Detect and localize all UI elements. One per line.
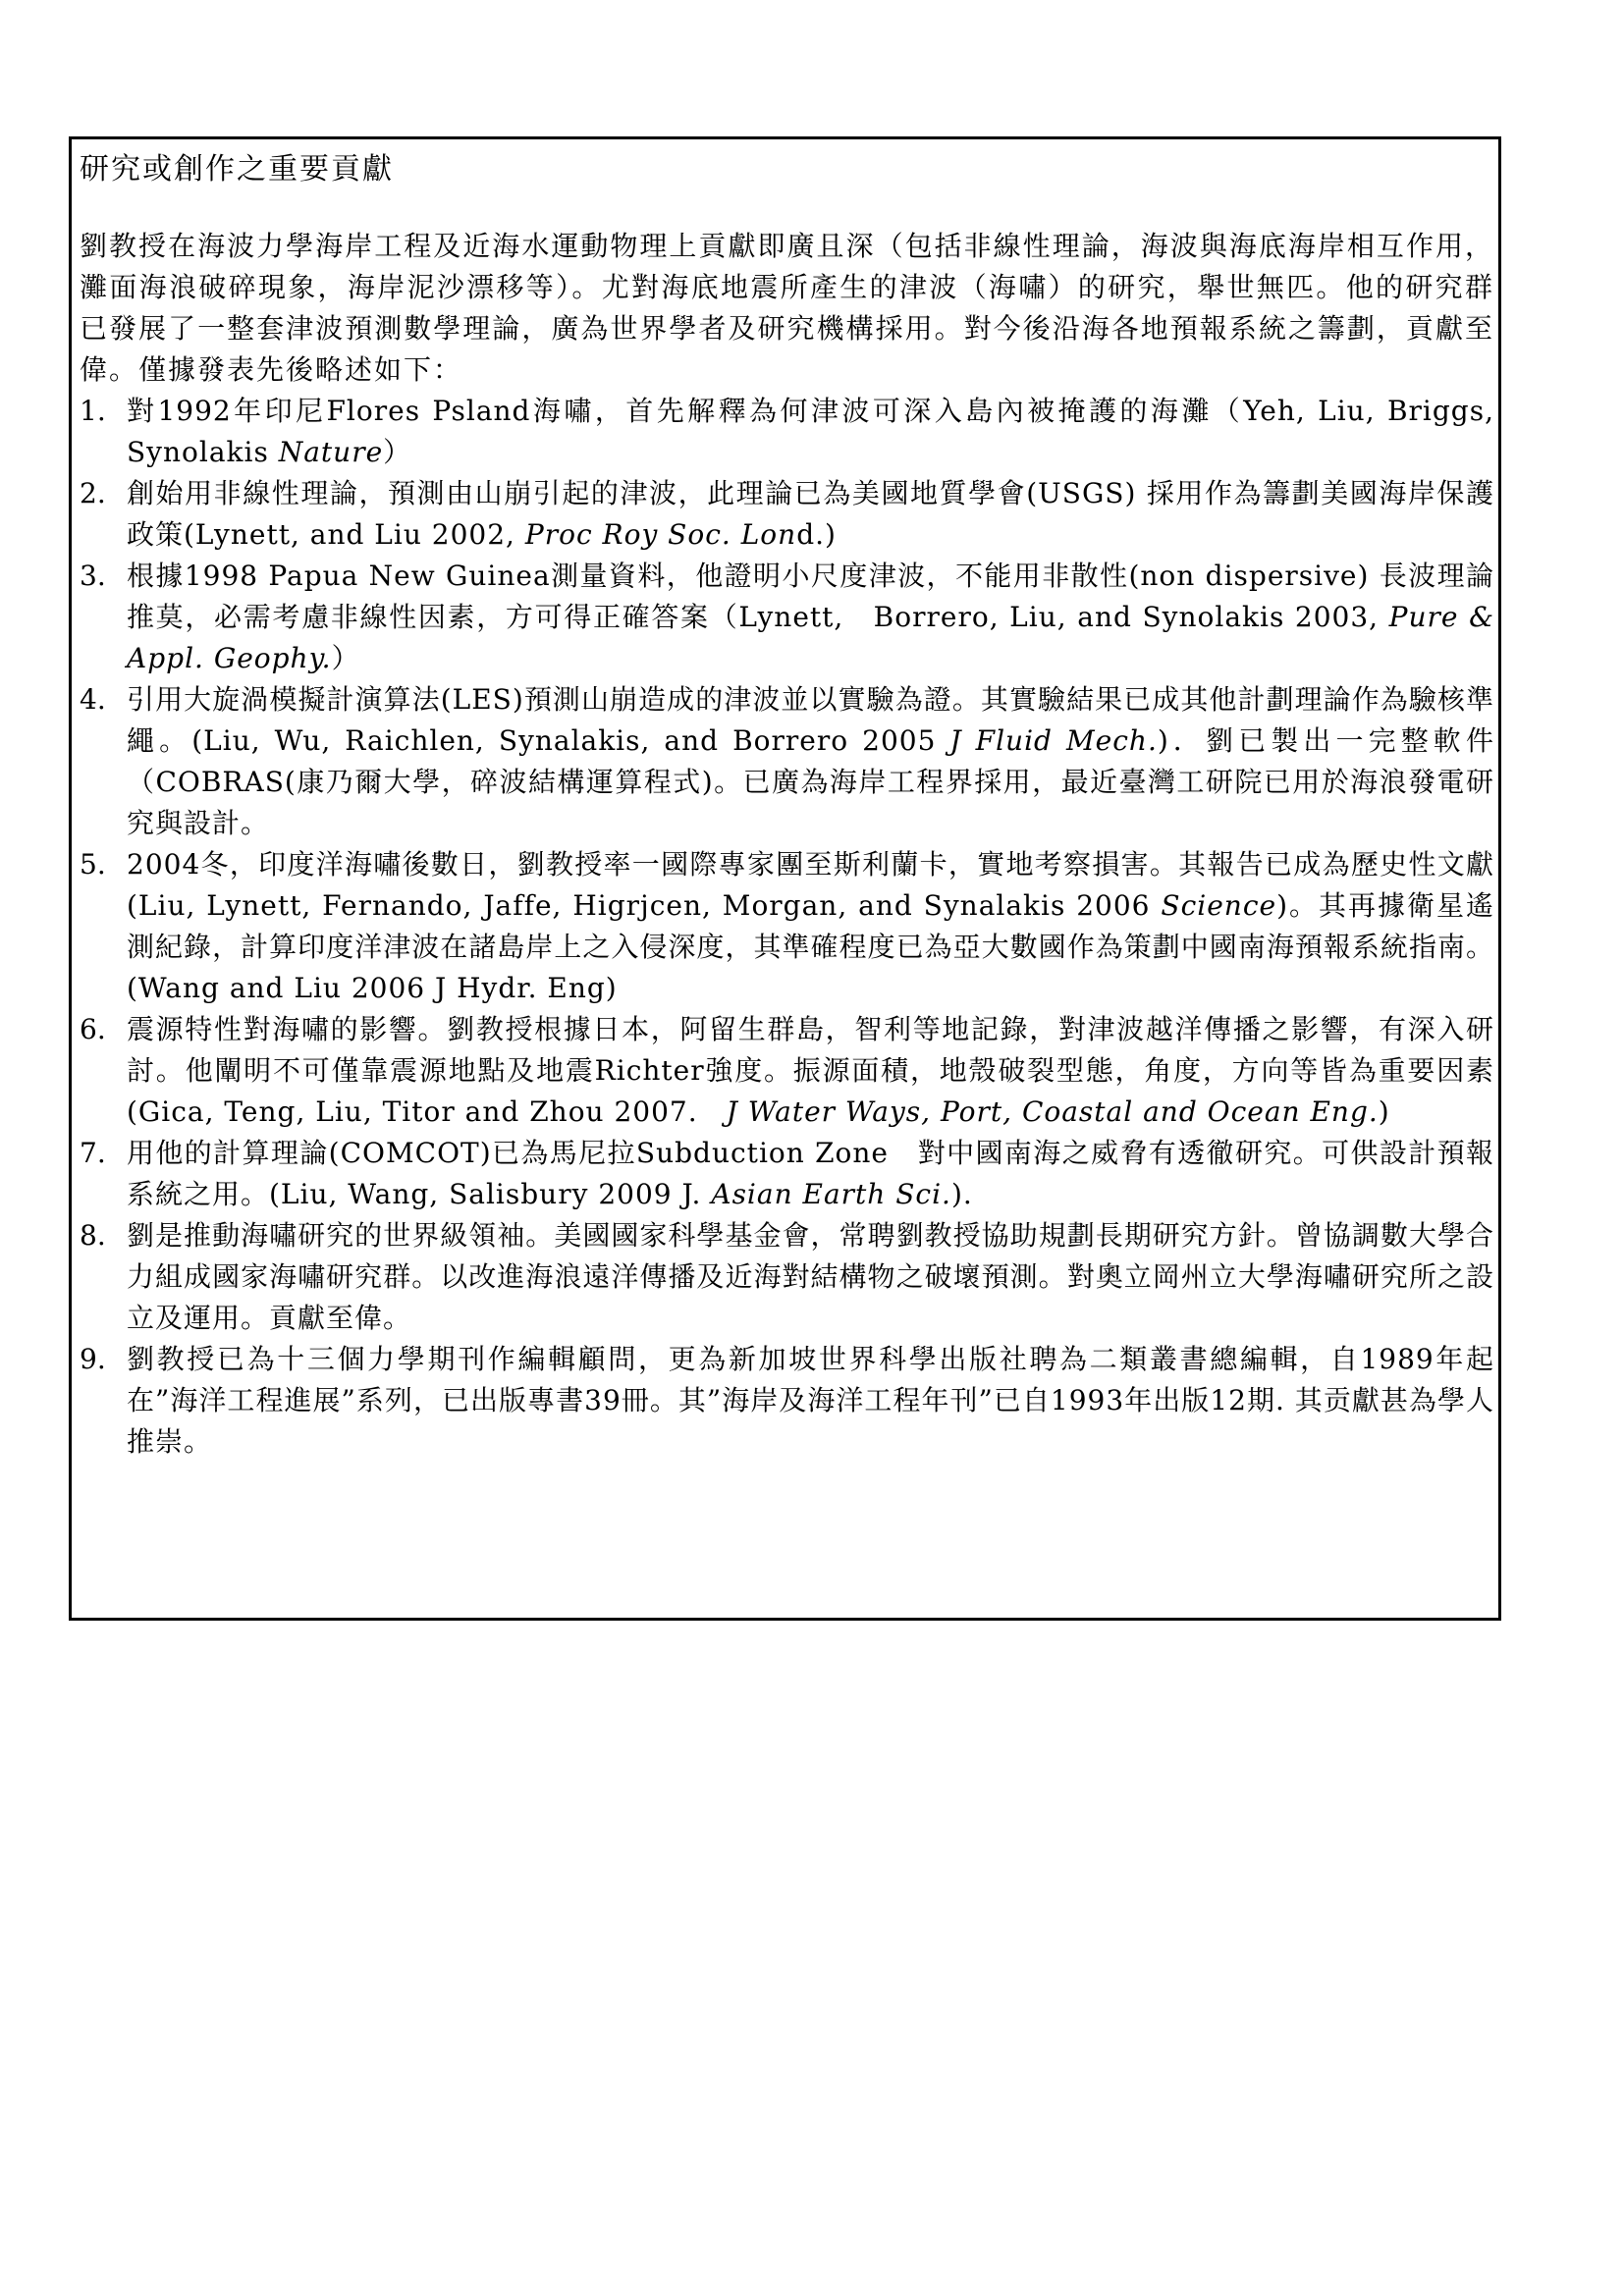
item-body: 引用大旋渦模擬計演算法(LES)預測山崩造成的津波並以實驗為證。其實驗結果已成其他計劃理論作為驗核準繩。(Liu, Wu, Raichlen, Synalakis, and Borrero 2005: [127, 683, 1494, 757]
item-body: 根據1998 Papua New Guinea測量資料，他證明小尺度津波，不能用非散性(non dispersive) 長波理論推莫，必需考慮非線性因素，方可得正確答案（Lynett, Borrero, Liu, and Synolakis 2003,: [127, 560, 1494, 633]
list-item: [80, 391, 1494, 473]
item-citation: Pure & Appl. Geophy.: [127, 601, 1494, 674]
list-item: [80, 1215, 1494, 1339]
list-item-number: 3.: [80, 560, 106, 592]
item-citation: J Water Ways, Port, Coastal and Ocean Eng.: [726, 1095, 1379, 1128]
list-item: [80, 679, 1494, 844]
item-body: 用他的計算理論(COMCOT)已為馬尼拉Subduction Zone 對中國南海之威脅有透徹研究。可供設計預報系統之用。(Liu, Wang, Salisbury 2009 J.: [127, 1137, 1494, 1210]
list-item: [80, 556, 1494, 679]
document-box: [69, 136, 1501, 1621]
list-item-number: 9.: [80, 1343, 106, 1375]
list-item-text: [127, 1215, 1494, 1339]
item-body: 劉教授已為十三個力學期刊作編輯顧問，更為新加坡世界科學出版社聘為二類叢書總編輯，自1989年起在”海洋工程進展”系列，已出版專書39冊。其”海岸及海洋工程年刊”已自1993年出版12期. 其贡獻甚為學人推崇。: [127, 1343, 1494, 1458]
item-citation: Proc Roy Soc. Lon: [524, 518, 797, 551]
list-item-number: 6.: [80, 1013, 106, 1045]
list-item: [80, 1133, 1494, 1215]
item-tail: ）: [383, 436, 412, 468]
list-item-number: 2.: [80, 477, 106, 509]
item-body: 劉是推動海嘯研究的世界級領袖。美國國家科學基金會，常聘劉教授協助規劃長期研究方針。曾協調數大學合力組成國家海嘯研究群。以改進海浪遠洋傳播及近海對結構物之破壞預測。對奧立岡州立大學海嘯研究所之設立及運用。貢獻至偉。: [127, 1219, 1494, 1334]
item-body: 對1992年印尼Flores Psland海嘯，首先解釋為何津波可深入島內被掩護的海灘（Yeh, Liu, Briggs, Synolakis: [127, 395, 1494, 468]
list-item-text: [127, 556, 1494, 679]
item-tail: )．劉已製出一完整軟件（COBRAS(康乃爾大學，碎波結構運算程式)。已廣為海岸工程界採用，最近臺灣工研院已用於海浪發電研究與設計。: [127, 724, 1494, 839]
item-tail: ).: [950, 1178, 973, 1210]
list-item-text: [127, 473, 1494, 556]
item-citation: J Fluid Mech.: [949, 724, 1158, 757]
item-citation: Nature: [278, 436, 384, 468]
list-item-text: [127, 391, 1494, 473]
item-citation: Asian Earth Sci.: [711, 1178, 951, 1210]
list-item: [80, 1339, 1494, 1463]
list-item: [80, 844, 1494, 1009]
list-item-text: [127, 1009, 1494, 1133]
list-item-text: [127, 844, 1494, 1009]
list-item-number: 8.: [80, 1219, 106, 1252]
list-item-text: [127, 1133, 1494, 1215]
item-body: 創始用非線性理論，預測由山崩引起的津波，此理論已為美國地質學會(USGS) 採用作為籌劃美國海岸保護政策(Lynett, and Liu 2002,: [127, 477, 1494, 551]
item-citation: Science: [1161, 889, 1277, 922]
document-title: 研究或創作之重要貢獻: [80, 152, 394, 187]
item-tail: )。其再據衛星遙測紀錄，計算印度洋津波在諸島岸上之入侵深度，其準確程度已為亞大數國作為策劃中國南海預報系統指南。(Wang and Liu 2006 J Hydr. Eng): [127, 889, 1494, 1004]
list-item-number: 7.: [80, 1137, 106, 1169]
list-item: [80, 473, 1494, 556]
intro-paragraph: 劉教授在海波力學海岸工程及近海水運動物理上貢獻即廣且深（包括非線性理論，海波與海底海岸相互作用，灘面海浪破碎現象，海岸泥沙漂移等）。尤對海底地震所產生的津波（海嘯）的研究，舉世無匹。他的研究群已發展了一整套津波預測數學理論，廣為世界學者及研究機構採用。對今後沿海各地預報系統之籌劃，貢獻至偉。僅據發表先後略述如下：: [80, 230, 1494, 386]
list-item-number: 1.: [80, 395, 106, 427]
list-item: [80, 1009, 1494, 1133]
list-item-number: 4.: [80, 683, 106, 716]
list-item-text: [127, 1339, 1494, 1463]
list-item-number: 5.: [80, 848, 106, 881]
item-tail: ）: [331, 642, 360, 674]
item-body: 震源特性對海嘯的影響。劉教授根據日本，阿留生群島，智利等地記錄，對津波越洋傳播之影響，有深入研討。他闡明不可僅靠震源地點及地震Richter強度。振源面積，地殼破裂型態，角度，方向等皆為重要因素(Gica, Teng, Liu, Titor and Zhou 2007.: [127, 1013, 1494, 1128]
item-body: 2004冬，印度洋海嘯後數日，劉教授率一國際專家團至斯利蘭卡，實地考察損害。其報告已成為歷史性文獻(Liu, Lynett, Fernando, Jaffe, Higrjcen, Morgan, and Synalakis 2006: [127, 848, 1494, 922]
list-item-text: [127, 679, 1494, 844]
contribution-list: [80, 391, 1494, 1463]
item-tail: ): [1378, 1095, 1390, 1128]
item-tail: d.): [796, 518, 837, 551]
